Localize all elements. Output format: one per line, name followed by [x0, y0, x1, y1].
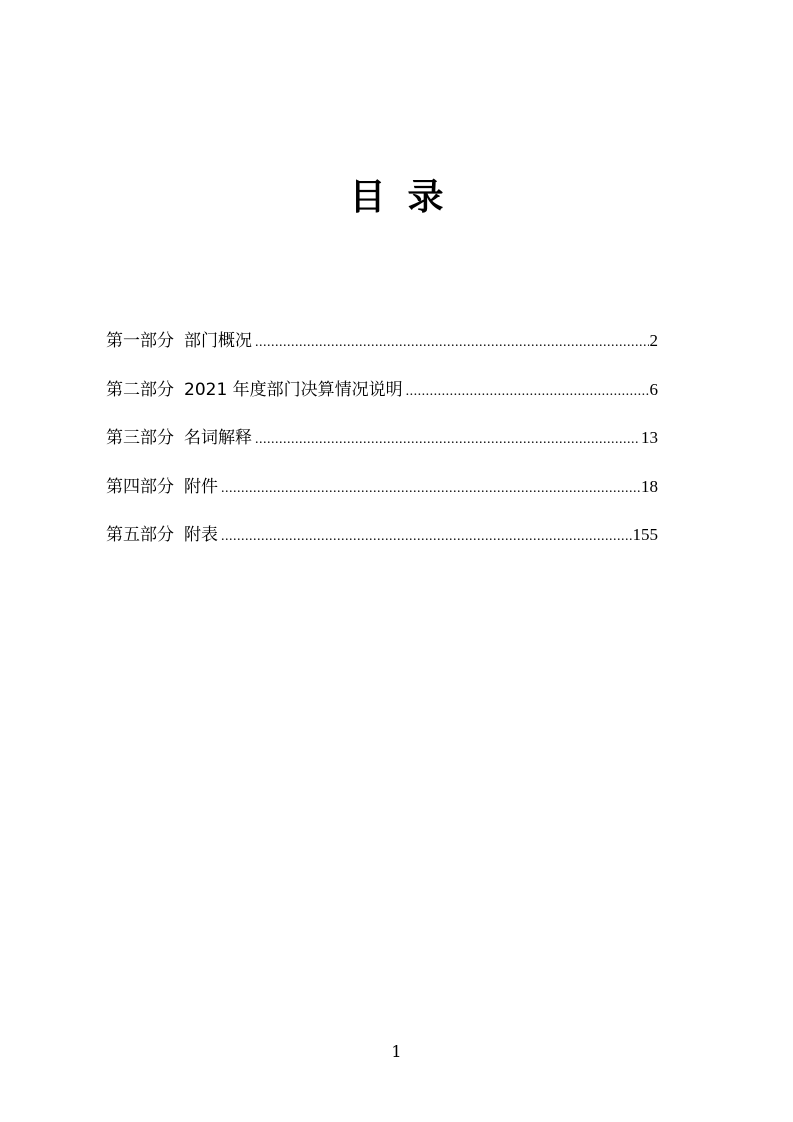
toc-page-number: 155 — [632, 525, 658, 544]
toc-dot-leader — [221, 476, 640, 502]
page-title: 目录 — [349, 176, 466, 218]
toc-part-label: 第四部分 — [106, 476, 174, 497]
toc-page-number: 18 — [641, 476, 658, 496]
toc-part-label: 第三部分 — [106, 428, 174, 448]
table-of-contents — [106, 328, 658, 571]
toc-entry-part-3[interactable] — [106, 425, 658, 474]
toc-dot-leader — [406, 379, 649, 405]
page-number: 1 — [391, 1042, 402, 1061]
toc-entry-title: 部门概况 — [184, 331, 252, 351]
toc-page-number: 6 — [649, 379, 658, 399]
toc-entry-part-1[interactable] — [106, 328, 658, 377]
toc-part-label: 第五部分 — [106, 525, 174, 545]
toc-dot-leader — [255, 330, 649, 356]
toc-dot-leader — [221, 524, 632, 550]
toc-entry-title: 附表 — [184, 525, 218, 545]
toc-part-label: 第一部分 — [106, 331, 174, 351]
toc-entry-part-4[interactable] — [106, 474, 658, 523]
toc-entry-title: 名词解释 — [184, 428, 252, 448]
toc-page-number: 13 — [641, 428, 658, 447]
toc-part-label: 第二部分 — [106, 379, 174, 400]
toc-dot-leader — [255, 427, 640, 453]
toc-page-number: 2 — [649, 331, 658, 350]
toc-entry-title: 附件 — [184, 476, 218, 497]
toc-entry-part-2[interactable] — [106, 377, 658, 426]
toc-entry-title: 2021 年度部门决算情况说明 — [184, 379, 403, 400]
toc-entry-part-5[interactable] — [106, 522, 658, 571]
